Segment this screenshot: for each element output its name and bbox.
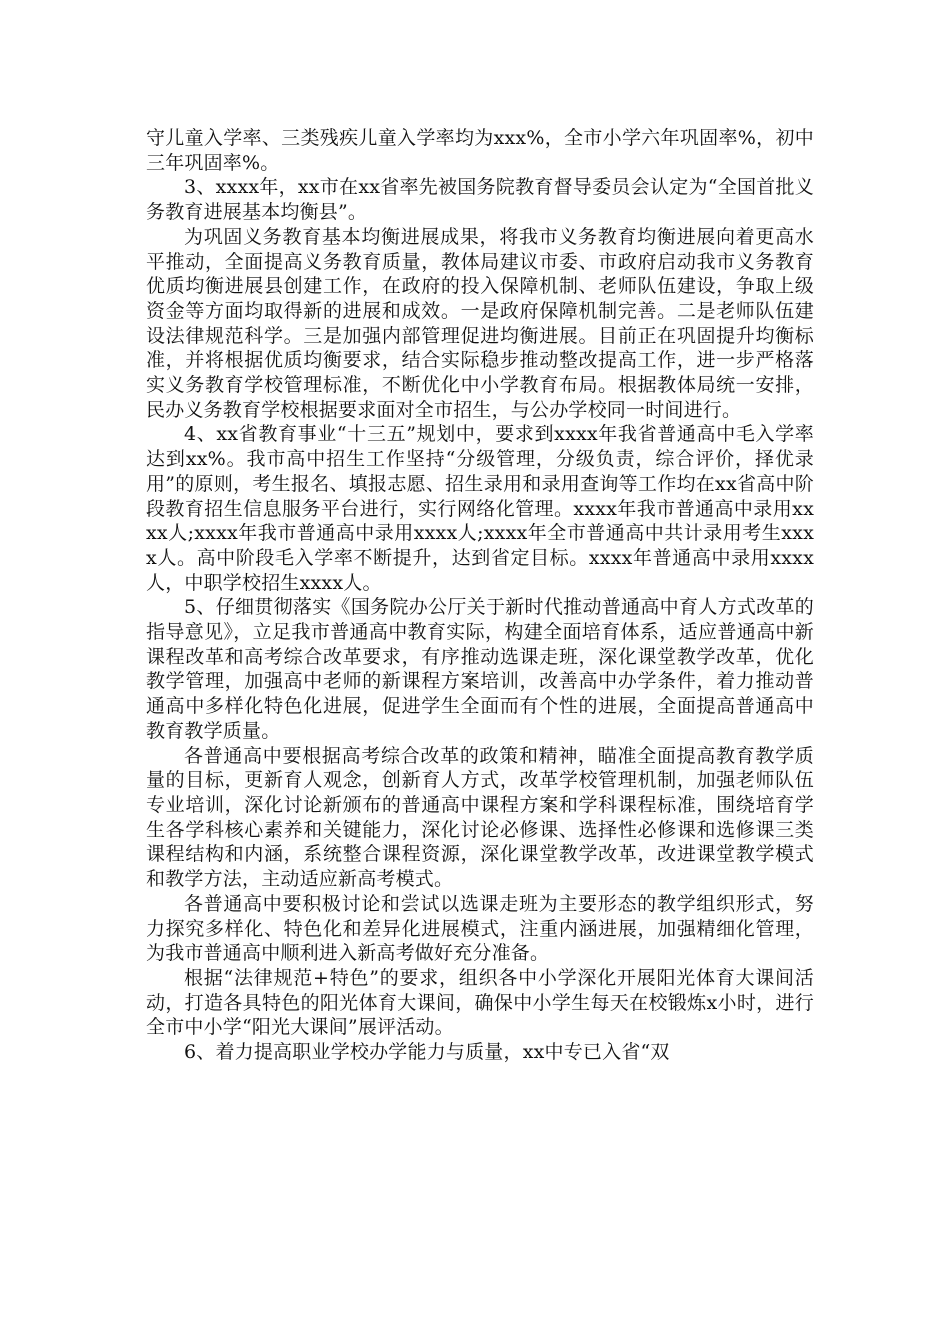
paragraph-item-6: 6、着力提高职业学校办学能力与质量，xx中专已入省“双 (184, 1041, 670, 1064)
paragraph-continued: 守儿童入学率、三类残疾儿童入学率均为xxx%，全市小学六年巩固率%，初中三年巩固率%。 (146, 127, 814, 174)
paragraph-item-4: 4、xx省教育事业“十三五”规划中，要求到xxxx年我省普通高中毛入学率达到xx%。我市高中招生工作坚持“分级管理，分级负责，综合评价，择优录用”的原则，考生报名、填报志愿、招生录用和录用查询等工作均在xx省高中阶段教育招生信息服务平台进行，实行网络化管理。xxxx年我市普通高中录用xxxx人;xxxx年我市普通高中录用xxxx人;xxxx年全市普通高中共计录用考生xxxx人。高中阶段毛入学率不断提升，达到省定目标。xxxx年普通高中录用xxxx人，中职学校招生xxxx人。 (146, 423, 814, 594)
paragraph-item-3: 3、xxxx年，xx市在xx省率先被国务院教育督导委员会认定为“全国首批义务教育进展基本均衡县”。 (146, 176, 814, 224)
paragraph-item-5: 5、仔细贯彻落实《国务院办公厅关于新时代推动普通高中育人方式改革的指导意见》，立足我市普通高中教育实际，构建全面培育体系，适应普通高中新课程改革和高考综合改革要求，有序推动选课走班，深化课堂教学改革，优化教学管理，加强高中老师的新课程方案培训，改善高中办学条件，着力推动普通高中多样化特色化进展，促进学生全面而有个性的进展，全面提高普通高中教育教学质量。 (146, 596, 814, 742)
document-body (146, 126, 814, 1065)
paragraph-sports: 根据“法律规范+特色”的要求，组织各中小学深化开展阳光体育大课间活动，打造各具特色的阳光体育大课间，确保中小学生每天在校锻炼x小时，进行全市中小学“阳光大课间”展评活动。 (146, 966, 814, 1039)
paragraph-course-selection: 各普通高中要积极讨论和尝试以选课走班为主要形态的教学组织形式，努力探究多样化、特色化和差异化进展模式，注重内涵进展，加强精细化管理，为我市普通高中顺利进入新高考做好充分准备。 (146, 892, 814, 965)
paragraph-curriculum-reform: 各普通高中要根据高考综合改革的政策和精神，瞄准全面提高教育教学质量的目标，更新育人观念，创新育人方式，改革学校管理机制，加强老师队伍专业培训，深化讨论新颁布的普通高中课程方案和学科课程标准，围绕培育学生各学科核心素养和关键能力，深化讨论必修课、选择性必修课和选修课三类课程结构和内涵，系统整合课程资源，深化课堂教学改革，改进课堂教学模式和教学方法，主动适应新高考模式。 (146, 744, 814, 891)
paragraph-compulsory-education: 为巩固义务教育基本均衡进展成果，将我市义务教育均衡进展向着更高水平推动，全面提高义务教育质量，教体局建议市委、市政府启动我市义务教育优质均衡进展县创建工作，在政府的投入保障机制、老师队伍建设，争取上级资金等方面均取得新的进展和成效。一是政府保障机制完善。二是老师队伍建设法律规范科学。三是加强内部管理促进均衡进展。目前正在巩固提升均衡标准，并将根据优质均衡要求，结合实际稳步推动整改提高工作，进一步严格落实义务教育学校管理标准，不断优化中小学教育布局。根据教体局统一安排，民办义务教育学校根据要求面对全市招生，与公办学校同一时间进行。 (146, 225, 814, 421)
